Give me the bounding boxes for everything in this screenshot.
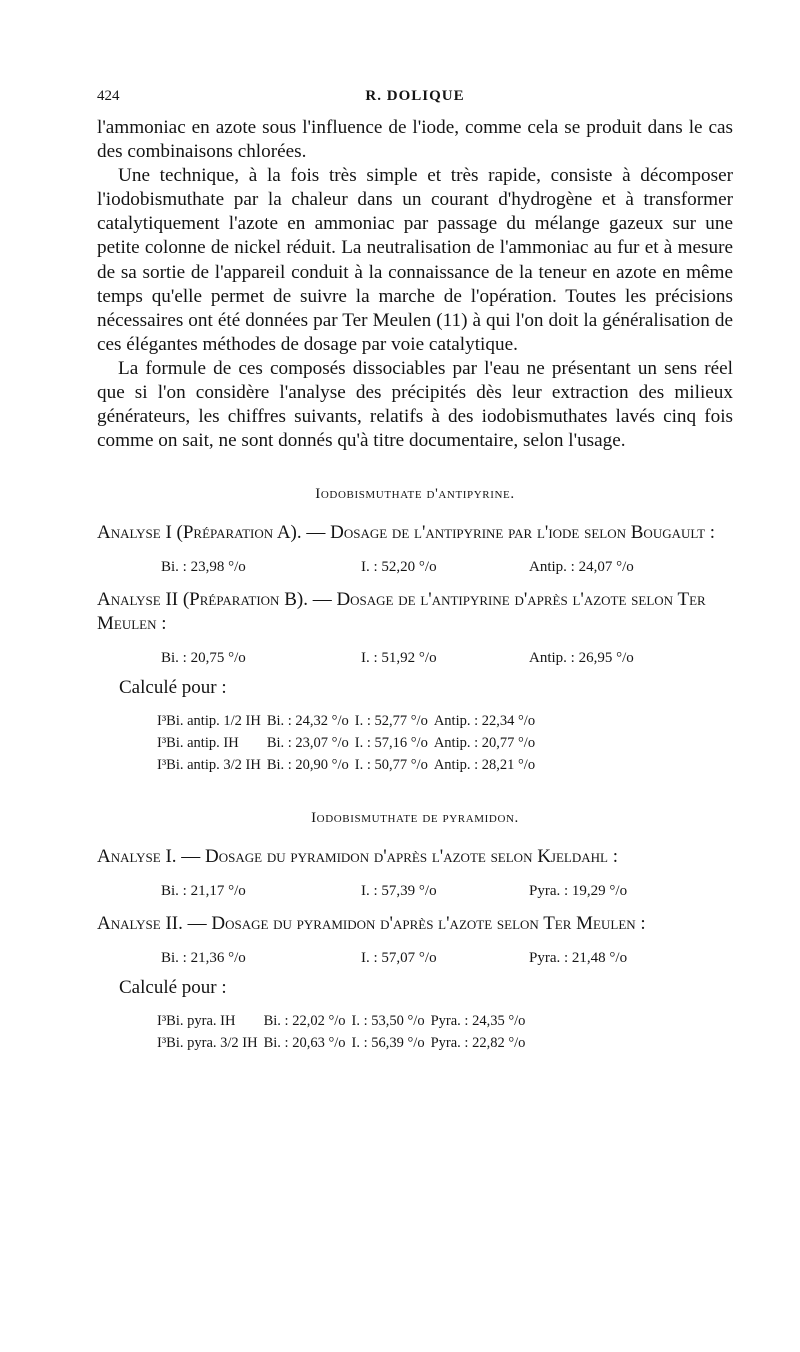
analysis-heading: Analyse II. — Dosage du pyramidon d'après l'azote selon Ter Meulen : (97, 913, 646, 935)
i-cell: I. : 53,50 °/o (351, 1013, 425, 1030)
result-bi: Bi. : 20,75 °/o (161, 650, 246, 667)
formula-cell: I³Bi. antip. 1/2 IH (157, 713, 261, 730)
analysis-results (97, 950, 733, 967)
pyra-cell: Pyra. : 24,35 °/o (430, 1013, 526, 1030)
table-row (157, 733, 541, 755)
antip-cell: Antip. : 28,21 °/o (433, 757, 536, 774)
analysis-heading: Analyse I. — Dosage du pyramidon d'après l'azote selon Kjeldahl : (97, 846, 619, 868)
bi-cell: Bi. : 20,63 °/o (263, 1035, 346, 1052)
section-title-antipyrine: Iodobismuthate d'antipyrine. (315, 486, 515, 503)
bi-cell: Bi. : 22,02 °/o (263, 1013, 346, 1030)
formula-cell: I³Bi. pyra. 3/2 IH (157, 1035, 258, 1052)
result-antip: Antip. : 24,07 °/o (529, 559, 634, 576)
analysis-results (97, 559, 733, 576)
bi-cell: Bi. : 23,07 °/o (266, 735, 349, 752)
calculated-label: Calculé pour : (119, 977, 227, 999)
formula-cell: I³Bi. antip. 3/2 IH (157, 757, 261, 774)
bi-cell: Bi. : 20,90 °/o (266, 757, 349, 774)
table-row (157, 755, 541, 777)
calculated-label: Calculé pour : (119, 677, 227, 699)
paragraph-1: l'ammoniac en azote sous l'influence de l'iode, comme cela se produit dans le cas des combinaisons chlorées. (97, 117, 733, 163)
table-row (157, 1033, 531, 1055)
i-cell: I. : 50,77 °/o (354, 757, 428, 774)
result-bi: Bi. : 23,98 °/o (161, 559, 246, 576)
analysis-heading: Analyse I (Préparation A). — Dosage de l'antipyrine par l'iode selon Bougault : (97, 522, 716, 544)
running-title: R. DOLIQUE (365, 88, 465, 104)
section-title-pyramidon: Iodobismuthate de pyramidon. (311, 810, 519, 827)
i-cell: I. : 52,77 °/o (354, 713, 428, 730)
result-i: I. : 57,07 °/o (361, 950, 437, 967)
page-number: 424 (97, 88, 120, 104)
bi-cell: Bi. : 24,32 °/o (266, 713, 349, 730)
paragraph-2: Une technique, à la fois très simple et très rapide, consiste à décomposer l'iodobismuthate par la chaleur dans un courant d'hydrogène et à transformer catalytiquement l'azote en ammoniac par passage du mélange gazeux sur une petite colonne de nickel réduit. La neutralisation de l'ammoniac au fur et à mesure de sa sortie de l'appareil conduit à la connaissance de la teneur en azote en même temps qu'elle permet de suivre la marche de l'opération. Toutes les précisions nécessaires ont été données par Ter Meulen (11) à qui l'on doit la généralisation de ces élégantes méthodes de dosage par voie catalytique. (97, 165, 733, 355)
paragraph-3: La formule de ces composés dissociables par l'eau ne présentant un sens réel que si l'on considère l'analyse des précipités dès leur extraction des milieux générateurs, les chiffres suivants, relatifs à des iodobismuthates lavés cinq fois comme on sait, ne sont donnés qu'à titre documentaire, selon l'usage. (97, 357, 733, 452)
i-cell: I. : 57,16 °/o (354, 735, 428, 752)
result-i: I. : 57,39 °/o (361, 883, 437, 900)
table-row (157, 711, 541, 733)
antip-cell: Antip. : 20,77 °/o (433, 735, 536, 752)
result-antip: Antip. : 26,95 °/o (529, 650, 634, 667)
page (97, 88, 733, 1055)
analysis-results (97, 883, 733, 900)
calculated-table (157, 711, 541, 777)
table-row (157, 1011, 531, 1033)
result-i: I. : 52,20 °/o (361, 559, 437, 576)
analysis-results (97, 650, 733, 667)
antip-cell: Antip. : 22,34 °/o (433, 713, 536, 730)
page-header (97, 88, 733, 116)
result-bi: Bi. : 21,17 °/o (161, 883, 246, 900)
formula-cell: I³Bi. antip. IH (157, 735, 239, 752)
calculated-table (157, 1011, 531, 1055)
result-pyra: Pyra. : 21,48 °/o (529, 950, 628, 967)
i-cell: I. : 56,39 °/o (351, 1035, 425, 1052)
pyra-cell: Pyra. : 22,82 °/o (430, 1035, 526, 1052)
result-bi: Bi. : 21,36 °/o (161, 950, 246, 967)
result-pyra: Pyra. : 19,29 °/o (529, 883, 628, 900)
formula-cell: I³Bi. pyra. IH (157, 1013, 236, 1030)
analysis-heading: Analyse II (Préparation B). — Dosage de l'antipyrine d'après l'azote selon Ter Meulen : (97, 589, 706, 635)
result-i: I. : 51,92 °/o (361, 650, 437, 667)
